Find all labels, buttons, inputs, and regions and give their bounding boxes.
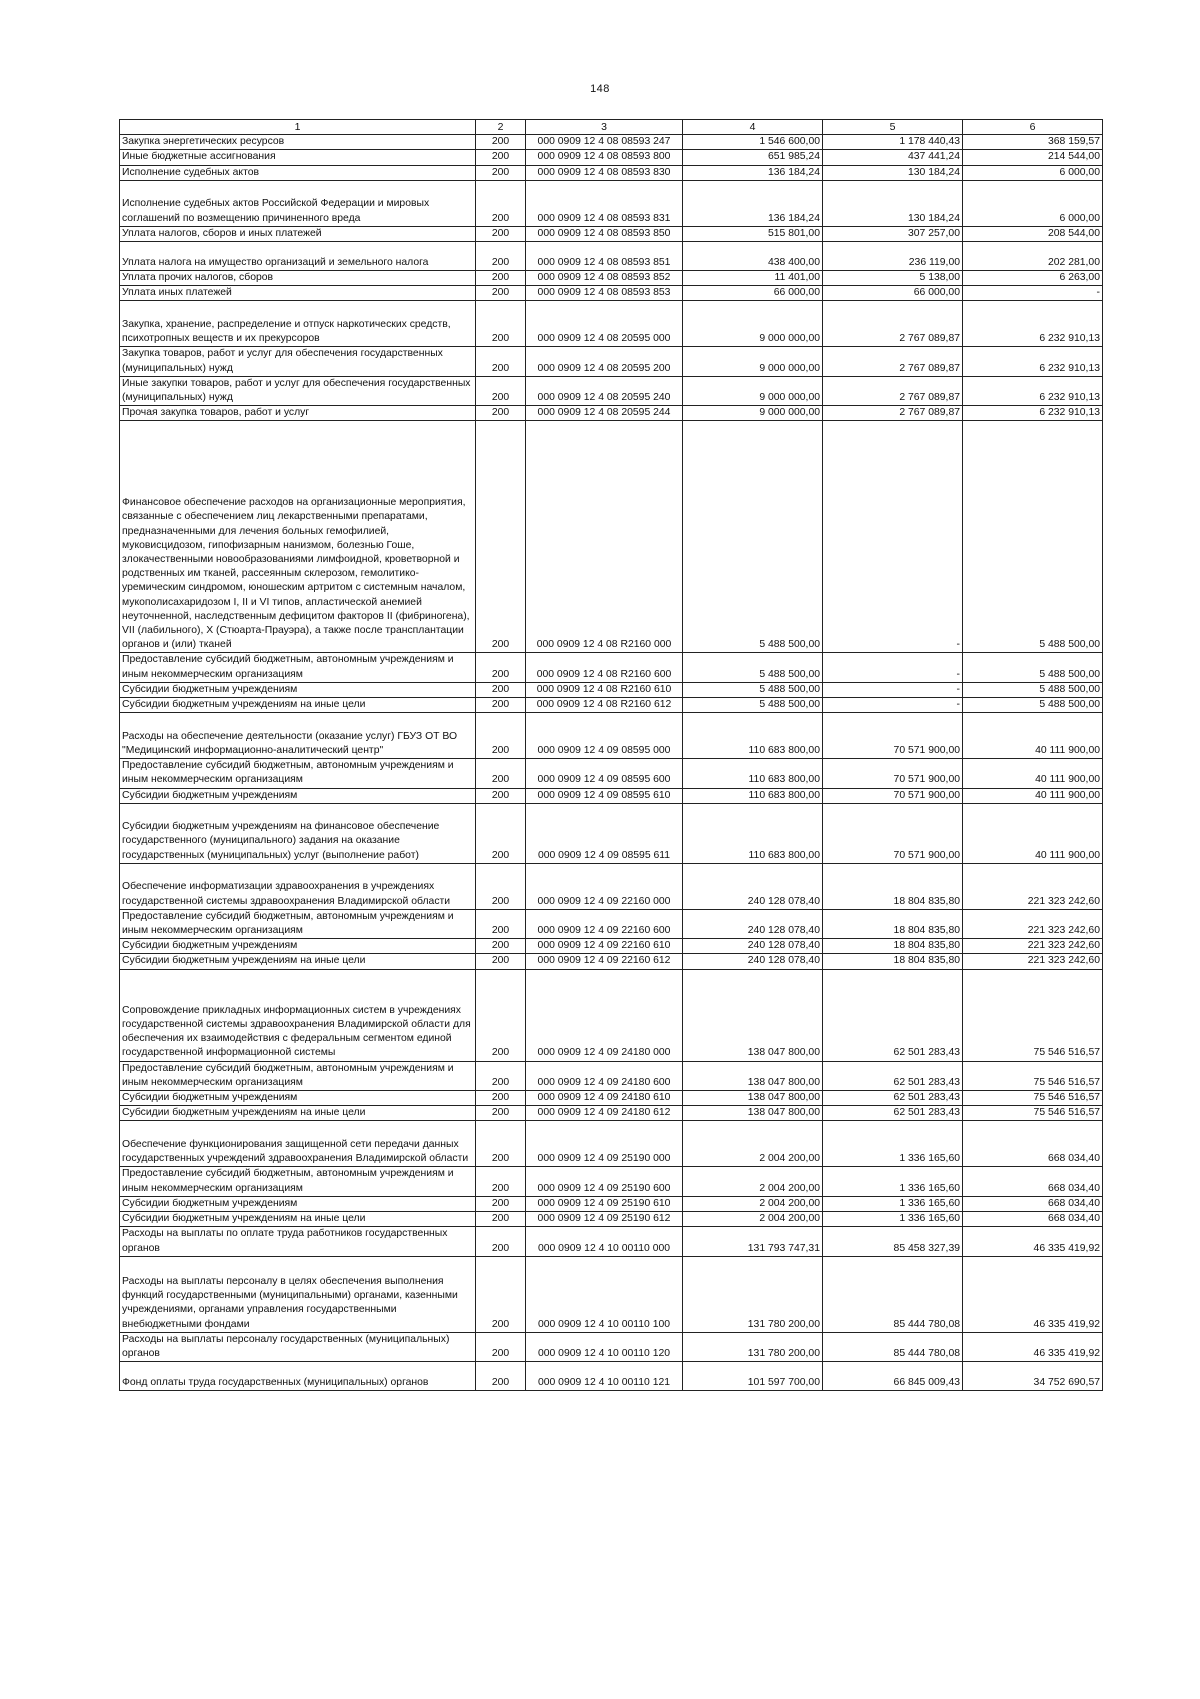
table-row [120, 1167, 1103, 1196]
row-name-cell: Закупка товаров, работ и услуг для обеспечения государственных (муниципальных) нужд [120, 347, 476, 376]
row-rest-cell: 75 546 516,57 [963, 1061, 1103, 1090]
row-grbs-cell: 200 [476, 1167, 526, 1196]
row-name-cell: Уплата иных платежей [120, 286, 476, 301]
row-code-cell: 000 0909 12 4 09 24180 612 [526, 1106, 683, 1121]
row-fact-cell: 1 336 165,60 [823, 1121, 963, 1167]
table-row [120, 1061, 1103, 1090]
row-grbs-cell: 200 [476, 376, 526, 405]
row-code-cell: 000 0909 12 4 08 20595 244 [526, 406, 683, 421]
row-name-cell: Расходы на выплаты по оплате труда работников государственных органов [120, 1227, 476, 1256]
row-fact-cell: 66 845 009,43 [823, 1362, 963, 1391]
table-row [120, 347, 1103, 376]
row-name-cell: Субсидии бюджетным учреждениям на иные цели [120, 698, 476, 713]
table-row [120, 242, 1103, 271]
row-fact-cell: 1 336 165,60 [823, 1167, 963, 1196]
table-row [120, 150, 1103, 165]
row-name-cell: Расходы на обеспечение деятельности (оказание услуг) ГБУЗ ОТ ВО "Медицинский информационно-аналитический центр" [120, 713, 476, 759]
row-rest-cell: 46 335 419,92 [963, 1227, 1103, 1256]
row-fact-cell: 85 458 327,39 [823, 1227, 963, 1256]
row-rest-cell: 208 544,00 [963, 226, 1103, 241]
row-grbs-cell: 200 [476, 226, 526, 241]
table-row [120, 406, 1103, 421]
row-fact-cell: 18 804 835,80 [823, 909, 963, 938]
row-fact-cell: 70 571 900,00 [823, 759, 963, 788]
row-plan-cell: 136 184,24 [683, 180, 823, 226]
row-grbs-cell: 200 [476, 150, 526, 165]
row-code-cell: 000 0909 12 4 09 22160 600 [526, 909, 683, 938]
row-fact-cell: 18 804 835,80 [823, 939, 963, 954]
row-fact-cell: 130 184,24 [823, 165, 963, 180]
table-row [120, 909, 1103, 938]
row-code-cell: 000 0909 12 4 09 22160 000 [526, 863, 683, 909]
row-plan-cell: 9 000 000,00 [683, 347, 823, 376]
row-name-cell: Фонд оплаты труда государственных (муниципальных) органов [120, 1362, 476, 1391]
row-name-cell: Расходы на выплаты персоналу государственных (муниципальных) органов [120, 1332, 476, 1361]
row-fact-cell: 62 501 283,43 [823, 969, 963, 1061]
table-row [120, 682, 1103, 697]
row-grbs-cell: 200 [476, 863, 526, 909]
table-row [120, 1227, 1103, 1256]
table-row [120, 713, 1103, 759]
row-rest-cell: 46 335 419,92 [963, 1332, 1103, 1361]
row-code-cell: 000 0909 12 4 09 22160 610 [526, 939, 683, 954]
row-grbs-cell: 200 [476, 165, 526, 180]
row-name-cell: Субсидии бюджетным учреждениям на иные цели [120, 954, 476, 969]
row-code-cell: 000 0909 12 4 10 00110 120 [526, 1332, 683, 1361]
row-code-cell: 000 0909 12 4 08 08593 852 [526, 271, 683, 286]
row-code-cell: 000 0909 12 4 09 25190 612 [526, 1212, 683, 1227]
row-grbs-cell: 200 [476, 759, 526, 788]
row-fact-cell: 2 767 089,87 [823, 347, 963, 376]
row-name-cell: Иные закупки товаров, работ и услуг для обеспечения государственных (муниципальных) нужд [120, 376, 476, 405]
row-code-cell: 000 0909 12 4 09 24180 600 [526, 1061, 683, 1090]
table-row [120, 180, 1103, 226]
table-row [120, 939, 1103, 954]
row-rest-cell: 221 323 242,60 [963, 939, 1103, 954]
row-plan-cell: 138 047 800,00 [683, 1061, 823, 1090]
row-code-cell: 000 0909 12 4 08 R2160 610 [526, 682, 683, 697]
row-plan-cell: 2 004 200,00 [683, 1196, 823, 1211]
row-plan-cell: 240 128 078,40 [683, 909, 823, 938]
row-fact-cell: 1 336 165,60 [823, 1196, 963, 1211]
row-fact-cell: 62 501 283,43 [823, 1061, 963, 1090]
row-fact-cell: 130 184,24 [823, 180, 963, 226]
row-grbs-cell: 200 [476, 1091, 526, 1106]
row-name-cell: Сопровождение прикладных информационных систем в учреждениях государственной системы здравоохранения Владимирской области для обеспечения их взаимодействия с федеральным сегментом единой государственной информационной системы [120, 969, 476, 1061]
row-fact-cell: 85 444 780,08 [823, 1256, 963, 1332]
row-plan-cell: 5 488 500,00 [683, 682, 823, 697]
row-grbs-cell: 200 [476, 788, 526, 803]
row-name-cell: Субсидии бюджетным учреждениям на иные цели [120, 1106, 476, 1121]
row-grbs-cell: 200 [476, 803, 526, 863]
row-grbs-cell: 200 [476, 969, 526, 1061]
row-name-cell: Исполнение судебных актов Российской Федерации и мировых соглашений по возмещению причиненного вреда [120, 180, 476, 226]
row-grbs-cell: 200 [476, 1061, 526, 1090]
row-plan-cell: 2 004 200,00 [683, 1121, 823, 1167]
row-name-cell: Субсидии бюджетным учреждениям [120, 1091, 476, 1106]
row-name-cell: Предоставление субсидий бюджетным, автономным учреждениям и иным некоммерческим организациям [120, 1061, 476, 1090]
row-plan-cell: 138 047 800,00 [683, 969, 823, 1061]
row-name-cell: Закупка энергетических ресурсов [120, 135, 476, 150]
row-grbs-cell: 200 [476, 713, 526, 759]
row-rest-cell: 75 546 516,57 [963, 969, 1103, 1061]
row-grbs-cell: 200 [476, 1227, 526, 1256]
row-plan-cell: 1 546 600,00 [683, 135, 823, 150]
row-code-cell: 000 0909 12 4 09 25190 000 [526, 1121, 683, 1167]
page-number: 148 [590, 83, 610, 95]
column-header-rest: 6 [963, 120, 1103, 135]
row-code-cell: 000 0909 12 4 08 08593 830 [526, 165, 683, 180]
row-rest-cell: 40 111 900,00 [963, 713, 1103, 759]
row-rest-cell: 75 546 516,57 [963, 1106, 1103, 1121]
table-body [120, 135, 1103, 1391]
row-plan-cell: 11 401,00 [683, 271, 823, 286]
row-fact-cell: 1 178 440,43 [823, 135, 963, 150]
row-plan-cell: 515 801,00 [683, 226, 823, 241]
row-code-cell: 000 0909 12 4 09 24180 610 [526, 1091, 683, 1106]
table-row [120, 376, 1103, 405]
row-code-cell: 000 0909 12 4 10 00110 121 [526, 1362, 683, 1391]
table-row [120, 421, 1103, 653]
row-fact-cell: 70 571 900,00 [823, 713, 963, 759]
row-rest-cell: 5 488 500,00 [963, 421, 1103, 653]
table-row [120, 1212, 1103, 1227]
row-grbs-cell: 200 [476, 653, 526, 682]
row-plan-cell: 66 000,00 [683, 286, 823, 301]
row-fact-cell: 307 257,00 [823, 226, 963, 241]
row-code-cell: 000 0909 12 4 09 24180 000 [526, 969, 683, 1061]
row-code-cell: 000 0909 12 4 09 08595 611 [526, 803, 683, 863]
row-code-cell: 000 0909 12 4 08 08593 800 [526, 150, 683, 165]
row-fact-cell: - [823, 698, 963, 713]
row-plan-cell: 2 004 200,00 [683, 1212, 823, 1227]
column-header-fact: 5 [823, 120, 963, 135]
row-name-cell: Уплата налогов, сборов и иных платежей [120, 226, 476, 241]
row-code-cell: 000 0909 12 4 08 08593 831 [526, 180, 683, 226]
row-fact-cell: 62 501 283,43 [823, 1106, 963, 1121]
row-plan-cell: 136 184,24 [683, 165, 823, 180]
row-code-cell: 000 0909 12 4 10 00110 100 [526, 1256, 683, 1332]
row-plan-cell: 5 488 500,00 [683, 698, 823, 713]
row-code-cell: 000 0909 12 4 09 25190 610 [526, 1196, 683, 1211]
row-name-cell: Предоставление субсидий бюджетным, автономным учреждениям и иным некоммерческим организациям [120, 1167, 476, 1196]
row-fact-cell: - [823, 421, 963, 653]
row-rest-cell: 34 752 690,57 [963, 1362, 1103, 1391]
row-fact-cell: 236 119,00 [823, 242, 963, 271]
table-row [120, 1332, 1103, 1361]
row-plan-cell: 131 793 747,31 [683, 1227, 823, 1256]
row-name-cell: Субсидии бюджетным учреждениям [120, 682, 476, 697]
row-grbs-cell: 200 [476, 286, 526, 301]
table-row [120, 1256, 1103, 1332]
row-plan-cell: 110 683 800,00 [683, 803, 823, 863]
table-row [120, 653, 1103, 682]
row-plan-cell: 9 000 000,00 [683, 376, 823, 405]
column-number-row [120, 120, 1103, 135]
row-code-cell: 000 0909 12 4 09 22160 612 [526, 954, 683, 969]
row-code-cell: 000 0909 12 4 08 20595 240 [526, 376, 683, 405]
row-name-cell: Субсидии бюджетным учреждениям [120, 939, 476, 954]
row-code-cell: 000 0909 12 4 08 R2160 000 [526, 421, 683, 653]
row-name-cell: Предоставление субсидий бюджетным, автономным учреждениям и иным некоммерческим организациям [120, 759, 476, 788]
row-name-cell: Предоставление субсидий бюджетным, автономным учреждениям и иным некоммерческим организациям [120, 909, 476, 938]
row-grbs-cell: 200 [476, 301, 526, 347]
column-header-code: 3 [526, 120, 683, 135]
row-grbs-cell: 200 [476, 954, 526, 969]
row-rest-cell: 46 335 419,92 [963, 1256, 1103, 1332]
row-rest-cell: 40 111 900,00 [963, 759, 1103, 788]
table-row [120, 1362, 1103, 1391]
row-name-cell: Уплата прочих налогов, сборов [120, 271, 476, 286]
row-name-cell: Субсидии бюджетным учреждениям [120, 1196, 476, 1211]
row-name-cell: Прочая закупка товаров, работ и услуг [120, 406, 476, 421]
row-rest-cell: 6 232 910,13 [963, 301, 1103, 347]
row-name-cell: Субсидии бюджетным учреждениям на финансовое обеспечение государственного (муниципального) задания на оказание государственных (муниципальных) услуг (выполнение работ) [120, 803, 476, 863]
row-plan-cell: 240 128 078,40 [683, 954, 823, 969]
row-rest-cell: 6 232 910,13 [963, 406, 1103, 421]
table-row [120, 286, 1103, 301]
row-plan-cell: 110 683 800,00 [683, 713, 823, 759]
row-grbs-cell: 200 [476, 421, 526, 653]
row-code-cell: 000 0909 12 4 08 08593 851 [526, 242, 683, 271]
row-plan-cell: 9 000 000,00 [683, 406, 823, 421]
row-plan-cell: 138 047 800,00 [683, 1091, 823, 1106]
row-grbs-cell: 200 [476, 1362, 526, 1391]
row-rest-cell: 214 544,00 [963, 150, 1103, 165]
row-name-cell: Расходы на выплаты персоналу в целях обеспечения выполнения функций государственными (муниципальными) органами, казенными учреждениями, органами управления государственными внебюджетными фондами [120, 1256, 476, 1332]
row-plan-cell: 240 128 078,40 [683, 863, 823, 909]
row-rest-cell: 6 232 910,13 [963, 376, 1103, 405]
row-rest-cell: 221 323 242,60 [963, 954, 1103, 969]
row-grbs-cell: 200 [476, 939, 526, 954]
row-fact-cell: 62 501 283,43 [823, 1091, 963, 1106]
table-row [120, 1091, 1103, 1106]
budget-execution-table [119, 119, 1103, 1391]
row-code-cell: 000 0909 12 4 08 20595 000 [526, 301, 683, 347]
row-grbs-cell: 200 [476, 909, 526, 938]
row-fact-cell: - [823, 653, 963, 682]
row-code-cell: 000 0909 12 4 09 08595 610 [526, 788, 683, 803]
row-plan-cell: 240 128 078,40 [683, 939, 823, 954]
row-plan-cell: 110 683 800,00 [683, 788, 823, 803]
row-plan-cell: 138 047 800,00 [683, 1106, 823, 1121]
row-name-cell: Финансовое обеспечение расходов на организационные мероприятия, связанные с обеспечением лиц лекарственными препаратами, предназначенными для лечения больных гемофилией, муковисцидозом, гипофизарным нанизмом, болезнью Гоше, злокачественными новообразованиями лимфоидной, кроветворной и родственных им тканей, рассеянным склерозом, гемолитико-уремическим синдромом, юношеским артритом с системным началом, мукополисахаридозом I, II и VI типов, апластической анемией неуточненной, наследственным дефицитом факторов II (фибриногена), VII (лабильного), X (Стюарта-Прауэра), а также после трансплантации органов и (или) тканей [120, 421, 476, 653]
table-row [120, 1106, 1103, 1121]
row-rest-cell: 5 488 500,00 [963, 653, 1103, 682]
row-grbs-cell: 200 [476, 242, 526, 271]
table-row [120, 301, 1103, 347]
row-grbs-cell: 200 [476, 406, 526, 421]
table-row [120, 803, 1103, 863]
row-plan-cell: 651 985,24 [683, 150, 823, 165]
row-name-cell: Иные бюджетные ассигнования [120, 150, 476, 165]
row-grbs-cell: 200 [476, 180, 526, 226]
row-fact-cell: 5 138,00 [823, 271, 963, 286]
row-grbs-cell: 200 [476, 1121, 526, 1167]
column-header-plan: 4 [683, 120, 823, 135]
row-grbs-cell: 200 [476, 347, 526, 376]
row-code-cell: 000 0909 12 4 08 R2160 600 [526, 653, 683, 682]
row-rest-cell: 6 263,00 [963, 271, 1103, 286]
row-plan-cell: 438 400,00 [683, 242, 823, 271]
row-fact-cell: 66 000,00 [823, 286, 963, 301]
table-row [120, 1121, 1103, 1167]
column-header-name: 1 [120, 120, 476, 135]
row-rest-cell: 5 488 500,00 [963, 698, 1103, 713]
row-name-cell: Обеспечение информатизации здравоохранения в учреждениях государственной системы здравоохранения Владимирской области [120, 863, 476, 909]
row-rest-cell: 40 111 900,00 [963, 803, 1103, 863]
row-grbs-cell: 200 [476, 1256, 526, 1332]
row-code-cell: 000 0909 12 4 08 08593 850 [526, 226, 683, 241]
table-row [120, 226, 1103, 241]
row-fact-cell: 2 767 089,87 [823, 406, 963, 421]
row-rest-cell: 668 034,40 [963, 1121, 1103, 1167]
table-row [120, 863, 1103, 909]
row-code-cell: 000 0909 12 4 09 08595 600 [526, 759, 683, 788]
row-grbs-cell: 200 [476, 698, 526, 713]
row-plan-cell: 5 488 500,00 [683, 421, 823, 653]
table-row [120, 759, 1103, 788]
row-rest-cell: 6 000,00 [963, 165, 1103, 180]
row-rest-cell: 6 232 910,13 [963, 347, 1103, 376]
row-rest-cell: - [963, 286, 1103, 301]
table-row [120, 271, 1103, 286]
row-rest-cell: 40 111 900,00 [963, 788, 1103, 803]
row-name-cell: Закупка, хранение, распределение и отпуск наркотических средств, психотропных веществ и их прекурсоров [120, 301, 476, 347]
row-code-cell: 000 0909 12 4 10 00110 000 [526, 1227, 683, 1256]
row-name-cell: Субсидии бюджетным учреждениям на иные цели [120, 1212, 476, 1227]
row-fact-cell: 70 571 900,00 [823, 803, 963, 863]
row-rest-cell: 6 000,00 [963, 180, 1103, 226]
row-name-cell: Исполнение судебных актов [120, 165, 476, 180]
row-rest-cell: 221 323 242,60 [963, 863, 1103, 909]
row-grbs-cell: 200 [476, 1332, 526, 1361]
column-header-grbs: 2 [476, 120, 526, 135]
row-rest-cell: 668 034,40 [963, 1212, 1103, 1227]
row-fact-cell: 2 767 089,87 [823, 301, 963, 347]
row-code-cell: 000 0909 12 4 09 08595 000 [526, 713, 683, 759]
row-fact-cell: 18 804 835,80 [823, 863, 963, 909]
row-fact-cell: 18 804 835,80 [823, 954, 963, 969]
table-row [120, 788, 1103, 803]
table-row [120, 135, 1103, 150]
row-name-cell: Предоставление субсидий бюджетным, автономным учреждениям и иным некоммерческим организациям [120, 653, 476, 682]
table-row [120, 969, 1103, 1061]
table-row [120, 954, 1103, 969]
row-plan-cell: 110 683 800,00 [683, 759, 823, 788]
row-code-cell: 000 0909 12 4 08 08593 247 [526, 135, 683, 150]
row-plan-cell: 9 000 000,00 [683, 301, 823, 347]
row-fact-cell: 2 767 089,87 [823, 376, 963, 405]
table-row [120, 698, 1103, 713]
row-plan-cell: 2 004 200,00 [683, 1167, 823, 1196]
row-plan-cell: 131 780 200,00 [683, 1256, 823, 1332]
row-fact-cell: - [823, 682, 963, 697]
row-fact-cell: 70 571 900,00 [823, 788, 963, 803]
row-grbs-cell: 200 [476, 271, 526, 286]
row-name-cell: Уплата налога на имущество организаций и земельного налога [120, 242, 476, 271]
row-code-cell: 000 0909 12 4 09 25190 600 [526, 1167, 683, 1196]
table-row [120, 1196, 1103, 1211]
row-rest-cell: 202 281,00 [963, 242, 1103, 271]
row-grbs-cell: 200 [476, 1106, 526, 1121]
row-name-cell: Субсидии бюджетным учреждениям [120, 788, 476, 803]
row-name-cell: Обеспечение функционирования защищенной сети передачи данных государственных учреждений здравоохранения Владимирской области [120, 1121, 476, 1167]
row-rest-cell: 668 034,40 [963, 1196, 1103, 1211]
table-row [120, 165, 1103, 180]
row-code-cell: 000 0909 12 4 08 08593 853 [526, 286, 683, 301]
row-code-cell: 000 0909 12 4 08 R2160 612 [526, 698, 683, 713]
row-rest-cell: 668 034,40 [963, 1167, 1103, 1196]
row-fact-cell: 1 336 165,60 [823, 1212, 963, 1227]
row-plan-cell: 5 488 500,00 [683, 653, 823, 682]
row-rest-cell: 221 323 242,60 [963, 909, 1103, 938]
row-fact-cell: 437 441,24 [823, 150, 963, 165]
row-grbs-cell: 200 [476, 135, 526, 150]
row-grbs-cell: 200 [476, 682, 526, 697]
row-rest-cell: 368 159,57 [963, 135, 1103, 150]
row-code-cell: 000 0909 12 4 08 20595 200 [526, 347, 683, 376]
row-rest-cell: 5 488 500,00 [963, 682, 1103, 697]
row-fact-cell: 85 444 780,08 [823, 1332, 963, 1361]
row-rest-cell: 75 546 516,57 [963, 1091, 1103, 1106]
row-grbs-cell: 200 [476, 1212, 526, 1227]
row-plan-cell: 101 597 700,00 [683, 1362, 823, 1391]
row-grbs-cell: 200 [476, 1196, 526, 1211]
row-plan-cell: 131 780 200,00 [683, 1332, 823, 1361]
